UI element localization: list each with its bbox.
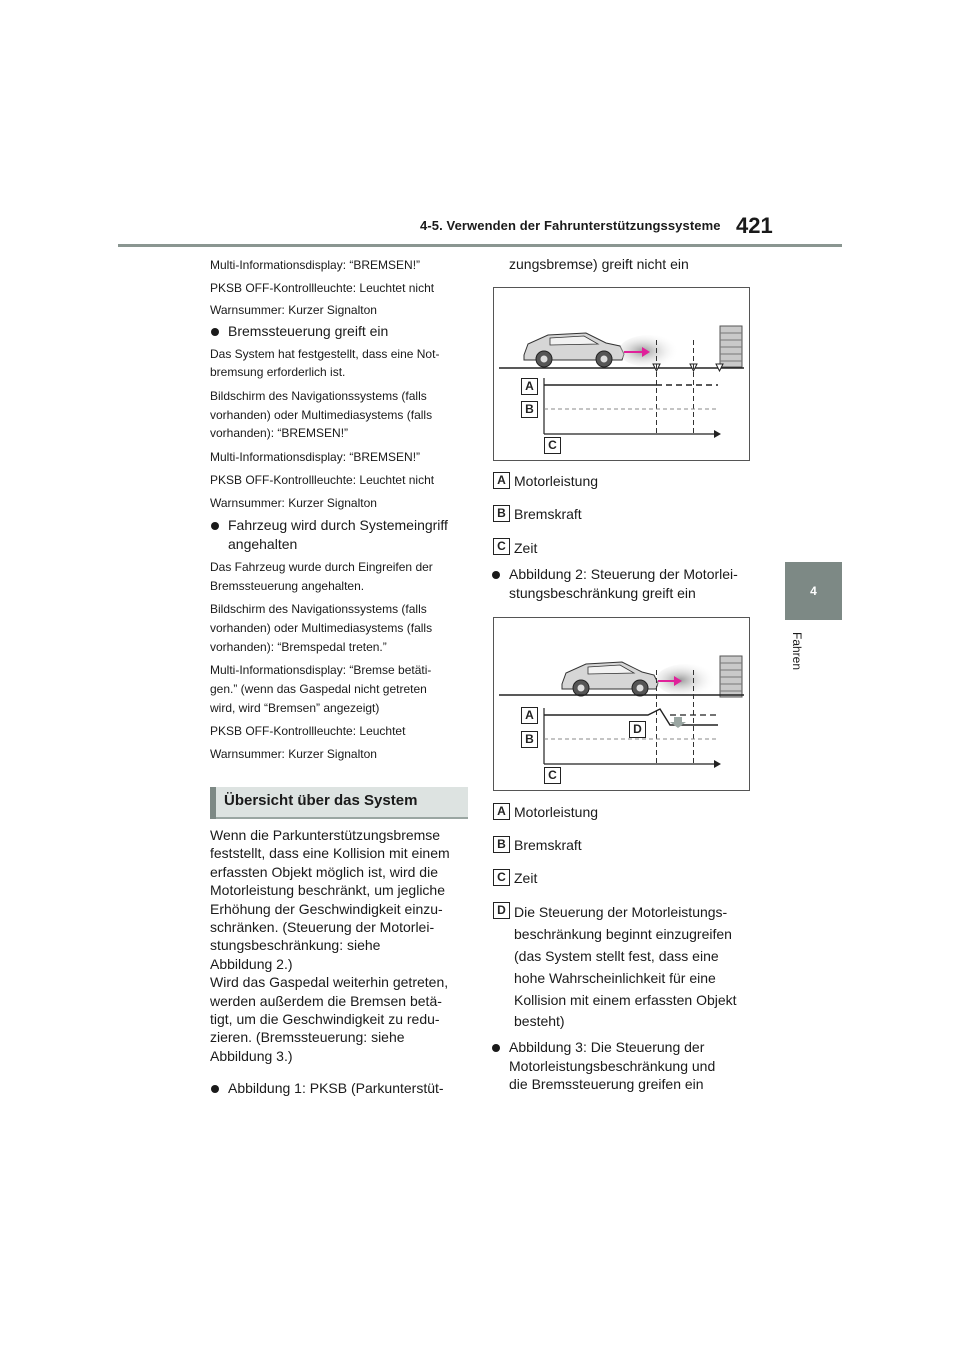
body-line: Bildschirm des Navigationssystems (falls (210, 602, 427, 616)
body-line: vorhanden) oder Multimediasystems (falls (210, 408, 433, 422)
legend-key-c: C (493, 869, 510, 886)
key-b: B (521, 401, 538, 418)
body-line: vorhanden): “Bremspedal treten.” (210, 640, 387, 654)
chapter-tab[interactable]: 4 (785, 562, 842, 620)
car-icon (562, 662, 658, 696)
paragraph-line: tigt, um die Geschwindigkeit zu redu- (210, 1011, 440, 1028)
legend-key-d: D (493, 902, 510, 919)
header-rule (118, 244, 842, 247)
figure-2 (493, 617, 750, 791)
paragraph-line: Motorleistung beschränkt, um jegliche (210, 882, 446, 899)
figure-1 (493, 287, 750, 461)
paragraph-line: schränken. (Steuerung der Motorlei- (210, 919, 435, 936)
paragraph-line: Erhöhung der Geschwindigkeit einzu- (210, 900, 443, 917)
section-header: 4-5. Verwenden der Fahrunterstützungssysteme (420, 218, 721, 233)
paragraph-line: erfassten Objekt möglich ist, wird die (210, 863, 438, 880)
figure-2-graphic (494, 618, 749, 790)
body-line: Bremssteuerung angehalten. (210, 579, 365, 593)
bullet-title: Bremssteuerung greift ein (228, 323, 389, 339)
figure-1-graphic (494, 288, 749, 460)
wall-icon (720, 656, 742, 697)
legend-text: besteht) (514, 1013, 565, 1029)
paragraph-line: zieren. (Bremssteuerung: siehe (210, 1029, 405, 1046)
body-line: PKSB OFF-Kontrollleuchte: Leuchtet (210, 724, 406, 738)
body-line: Warnsummer: Kurzer Signalton (210, 496, 377, 510)
wall-icon (720, 326, 742, 367)
chapter-label: Fahren (790, 632, 804, 671)
section-accent (210, 787, 216, 819)
body-line: gen.” (wenn das Gaspedal nicht getreten (210, 682, 427, 696)
legend-text: Bremskraft (514, 837, 582, 853)
paragraph-line: Wird das Gaspedal weiterhin getreten, (210, 974, 449, 991)
legend-key-b: B (493, 505, 510, 522)
legend-text: Zeit (514, 870, 538, 886)
bullet-title: Abbildung 3: Die Steuerung der (509, 1039, 705, 1055)
legend-key-b: B (493, 836, 510, 853)
body-line: Das Fahrzeug wurde durch Eingreifen der (210, 560, 433, 574)
info-line: Warnsummer: Kurzer Signalton (210, 303, 377, 317)
legend-key-c: C (493, 538, 510, 555)
legend-text: Bremskraft (514, 506, 582, 522)
info-line: Multi-Informationsdisplay: “BREMSEN!” (210, 258, 421, 272)
paragraph-line: feststellt, dass eine Kollision mit einem (210, 845, 450, 862)
legend-key-a: A (493, 472, 510, 489)
body-line: Multi-Informationsdisplay: “BREMSEN!” (210, 450, 421, 464)
key-c: C (544, 767, 561, 784)
body-line: bremsung erforderlich ist. (210, 365, 346, 379)
page-number: 421 (736, 213, 773, 238)
legend-text: Motorleistung (514, 804, 599, 820)
paragraph-line: Abbildung 2.) (210, 955, 293, 972)
paragraph-line: werden außerdem die Bremsen betä- (210, 992, 442, 1009)
legend-text: (das System stellt fest, dass eine (514, 948, 719, 964)
key-b: B (521, 731, 538, 748)
body-line: Warnsummer: Kurzer Signalton (210, 747, 377, 761)
bullet-title-cont: stungsbeschränkung greift ein (509, 585, 696, 601)
section-title: Übersicht über das System (224, 792, 418, 809)
bullet-title-cont: angehalten (228, 536, 298, 552)
key-c: C (544, 437, 561, 454)
limit-arrow-icon (670, 717, 686, 728)
body-line: Bildschirm des Navigationssystems (falls (210, 389, 427, 403)
legend-key-a: A (493, 803, 510, 820)
body-line: vorhanden) oder Multimediasystems (falls (210, 621, 433, 635)
bullet-title-cont: die Bremssteuerung greifen ein (509, 1076, 704, 1092)
body-line: vorhanden): “BREMSEN!” (210, 426, 349, 440)
paragraph-line: stungsbeschränkung: siehe (210, 937, 381, 954)
body-line: wird, wird “Bremsen” angezeigt) (210, 701, 380, 715)
body-line: Multi-Informationsdisplay: “Bremse betäti- (210, 663, 432, 677)
paragraph-line: Abbildung 3.) (210, 1047, 293, 1064)
key-a: A (521, 378, 538, 395)
key-d: D (629, 721, 646, 738)
legend-text: hohe Wahrscheinlichkeit für eine (514, 970, 716, 986)
body-line: Das System hat festgestellt, dass eine Not- (210, 347, 440, 361)
bullet-title: Fahrzeug wird durch Systemeingriff (228, 517, 448, 533)
car-icon (524, 333, 624, 367)
legend-text: Motorleistung (514, 473, 599, 489)
paragraph-line: Wenn die Parkunterstützungsbremse (210, 827, 441, 843)
bullet-title-cont: Motorleistungsbeschränkung und (509, 1058, 716, 1074)
overview-paragraph (210, 826, 472, 1065)
body-line: PKSB OFF-Kontrollleuchte: Leuchtet nicht (210, 473, 435, 487)
bullet-title: Abbildung 2: Steuerung der Motorlei- (509, 566, 738, 582)
legend-text: Die Steuerung der Motorleistungs- (514, 904, 728, 920)
info-line: PKSB OFF-Kontrollleuchte: Leuchtet nicht (210, 281, 435, 295)
key-a: A (521, 707, 538, 724)
legend-text: Kollision mit einem erfassten Objekt (514, 992, 737, 1008)
bullet-title: Abbildung 1: PKSB (Parkunterstüt- (228, 1080, 444, 1096)
legend-text: Zeit (514, 540, 538, 556)
continuation-text: zungsbremse) greift nicht ein (509, 256, 689, 272)
legend-text: beschränkung beginnt einzugreifen (514, 926, 732, 942)
